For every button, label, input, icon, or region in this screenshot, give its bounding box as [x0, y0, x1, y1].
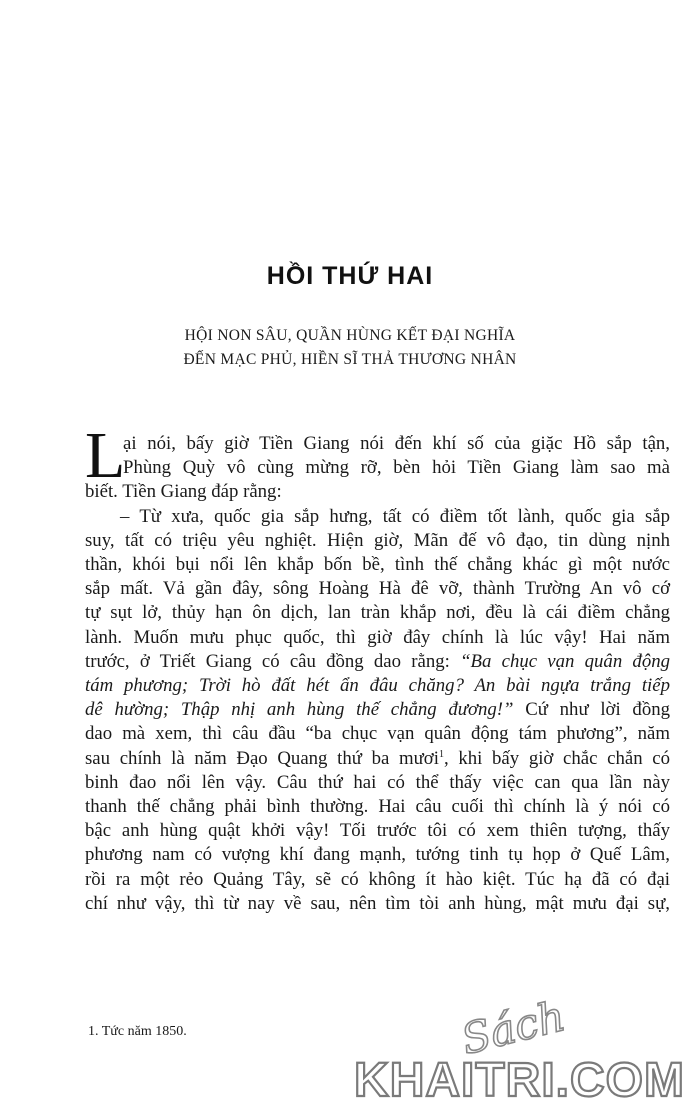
text-line: rồi ra một rẻo Quảng Tây, sẽ có không ít hào kiệt. Túc hạ đã có đại: [85, 868, 670, 890]
text-line: chí như vậy, thì từ nay về sau, nên tìm tòi anh hùng, mật mưu đại sự,: [85, 892, 670, 914]
watermark-logo: [354, 991, 685, 1113]
text-line: binh đao nổi lên vậy. Câu thứ hai có thể thấy việc can qua lần này: [85, 771, 670, 793]
chapter-title: HỒI THỨ HAI: [266, 262, 434, 290]
text-line: biết. Tiền Giang đáp rằng:: [85, 481, 282, 503]
text-segment: Cứ như lời đồng: [513, 699, 670, 721]
footnote: 1. Tức năm 1850.: [88, 1024, 187, 1039]
text-segment: sau chính là năm Đạo Quang thứ ba mươi: [85, 747, 439, 769]
text-line: thanh thế chẳng phải bình thường. Hai câu cuối thì chính là ý nói có: [85, 796, 670, 818]
text-line: dao mà xem, thì câu đầu “ba chục vạn quân động tám phương”, năm: [85, 723, 670, 745]
text-segment: trước, ở Triết Giang có câu đồng dao rằng:: [85, 650, 461, 672]
footnote-marker[interactable]: 1: [438, 748, 444, 760]
text-line: – Từ xưa, quốc gia sắp hưng, tất có điềm tốt lành, quốc gia sắp: [120, 505, 670, 527]
chapter-subtitle-line-2: ĐẾN MẠC PHỦ, HIỀN SĨ THẢ THƯƠNG NHÂN: [183, 351, 517, 368]
text-line: [85, 698, 670, 722]
text-line: tự sụt lở, thủy hạn ôn dịch, lan tràn khắp nơi, đều là cái điềm chẳng: [85, 602, 670, 624]
text-line: [85, 747, 670, 771]
text-line: [85, 650, 670, 674]
text-line: sắp mất. Vả gần đây, sông Hoàng Hà đê vỡ, thành Trường An vô cớ: [85, 578, 670, 600]
text-line-italic: tám phương; Trời hò đất hét ẩn đâu chăng? An bài ngựa trắng tiếp: [85, 675, 670, 697]
text-line: ại nói, bấy giờ Tiền Giang nói đến khí số của giặc Hồ sắp tận,: [123, 433, 670, 454]
text-line: thần, khói bụi nổi lên khắp bốn bề, tình thế chẳng khác gì một nước: [85, 554, 670, 576]
text-line: Phùng Quỳ vô cùng mừng rỡ, bèn hỏi Tiền Giang làm sao mà: [123, 457, 670, 479]
text-line: suy, tất có triệu yêu nghiệt. Hiện giờ, Mãn đế vô đạo, tin dùng nịnh: [85, 529, 670, 551]
text-line: phương nam có vượng khí đang mạnh, tướng tinh tụ họp ở Quế Lâm,: [85, 844, 670, 866]
watermark-script-text: Sách: [456, 991, 570, 1064]
italic-quote: dê hường; Thập nhị anh hùng thế chẳng đương!”: [85, 699, 514, 721]
text-line: lành. Muốn mưu phục quốc, thì giờ đây chính là lúc vậy! Hai năm: [85, 626, 670, 648]
chapter-subtitle-line-1: HỘI NON SÂU, QUẦN HÙNG KẾT ĐẠI NGHĨA: [184, 327, 516, 344]
text-segment: , khi bấy giờ chắc chắn có: [443, 747, 670, 769]
watermark-main-text: KHAITRI.COM: [354, 1054, 685, 1107]
drop-cap: L: [85, 419, 126, 492]
body-text: [85, 432, 670, 916]
text-line: bậc anh hùng quật khởi vậy! Tối trước tôi có xem thiên tượng, thấy: [85, 820, 670, 842]
italic-quote: “Ba chục vạn quân động: [460, 650, 670, 672]
